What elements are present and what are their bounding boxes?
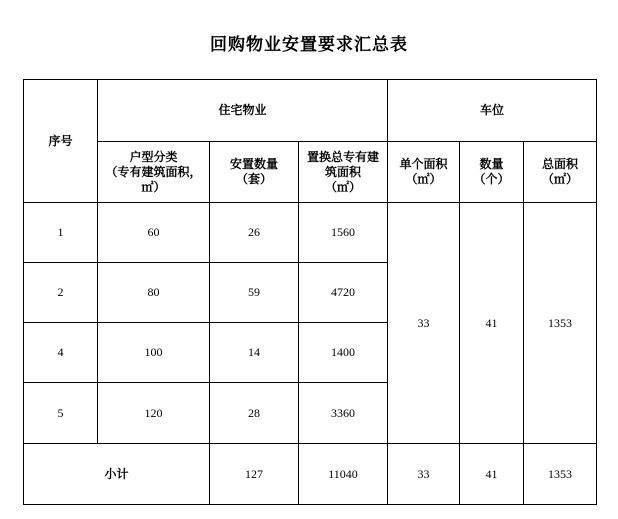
page-title: 回购物业安置要求汇总表	[210, 35, 408, 55]
parking-quantity-cell: 41	[460, 203, 524, 444]
total-area-cell: 1560	[299, 203, 388, 263]
unit-type-cell: 80	[98, 263, 210, 323]
subtotal-area: 11040	[299, 444, 388, 505]
seq-cell: 2	[24, 263, 98, 323]
units-count-cell: 14	[210, 323, 299, 383]
units-count-cell: 26	[210, 203, 299, 263]
total-area-cell: 4720	[299, 263, 388, 323]
header-residential: 住宅物业	[98, 80, 388, 142]
units-count-cell: 59	[210, 263, 299, 323]
seq-cell: 1	[24, 203, 98, 263]
parking-single-area-cell: 33	[388, 203, 460, 444]
parking-total-area-cell: 1353	[524, 203, 597, 444]
subtotal-total-area: 1353	[524, 444, 597, 505]
header-total-area: 总面积 （㎡）	[524, 142, 597, 203]
unit-type-cell: 60	[98, 203, 210, 263]
header-unit-type: 户型分类 （专有建筑面积， ㎡）	[98, 142, 210, 203]
subtotal-label: 小计	[24, 444, 210, 505]
subtotal-count: 127	[210, 444, 299, 505]
units-count-cell: 28	[210, 383, 299, 444]
header-single-area: 单个面积 （㎡）	[388, 142, 460, 203]
header-parking: 车位	[388, 80, 597, 142]
seq-cell: 4	[24, 323, 98, 383]
summary-table	[23, 79, 597, 505]
header-row-1	[24, 80, 597, 142]
unit-type-cell: 120	[98, 383, 210, 444]
header-row-2	[24, 142, 597, 203]
subtotal-single-area: 33	[388, 444, 460, 505]
subtotal-row	[24, 444, 597, 505]
seq-cell: 5	[24, 383, 98, 444]
header-quantity: 数量 （个）	[460, 142, 524, 203]
header-total-exclusive-area: 置换总专有建 筑面积 （㎡）	[299, 142, 388, 203]
total-area-cell: 3360	[299, 383, 388, 444]
unit-type-cell: 100	[98, 323, 210, 383]
total-area-cell: 1400	[299, 323, 388, 383]
header-seq: 序号	[24, 80, 98, 203]
subtotal-quantity: 41	[460, 444, 524, 505]
table-row	[24, 203, 597, 263]
header-units-count: 安置数量 （套）	[210, 142, 299, 203]
